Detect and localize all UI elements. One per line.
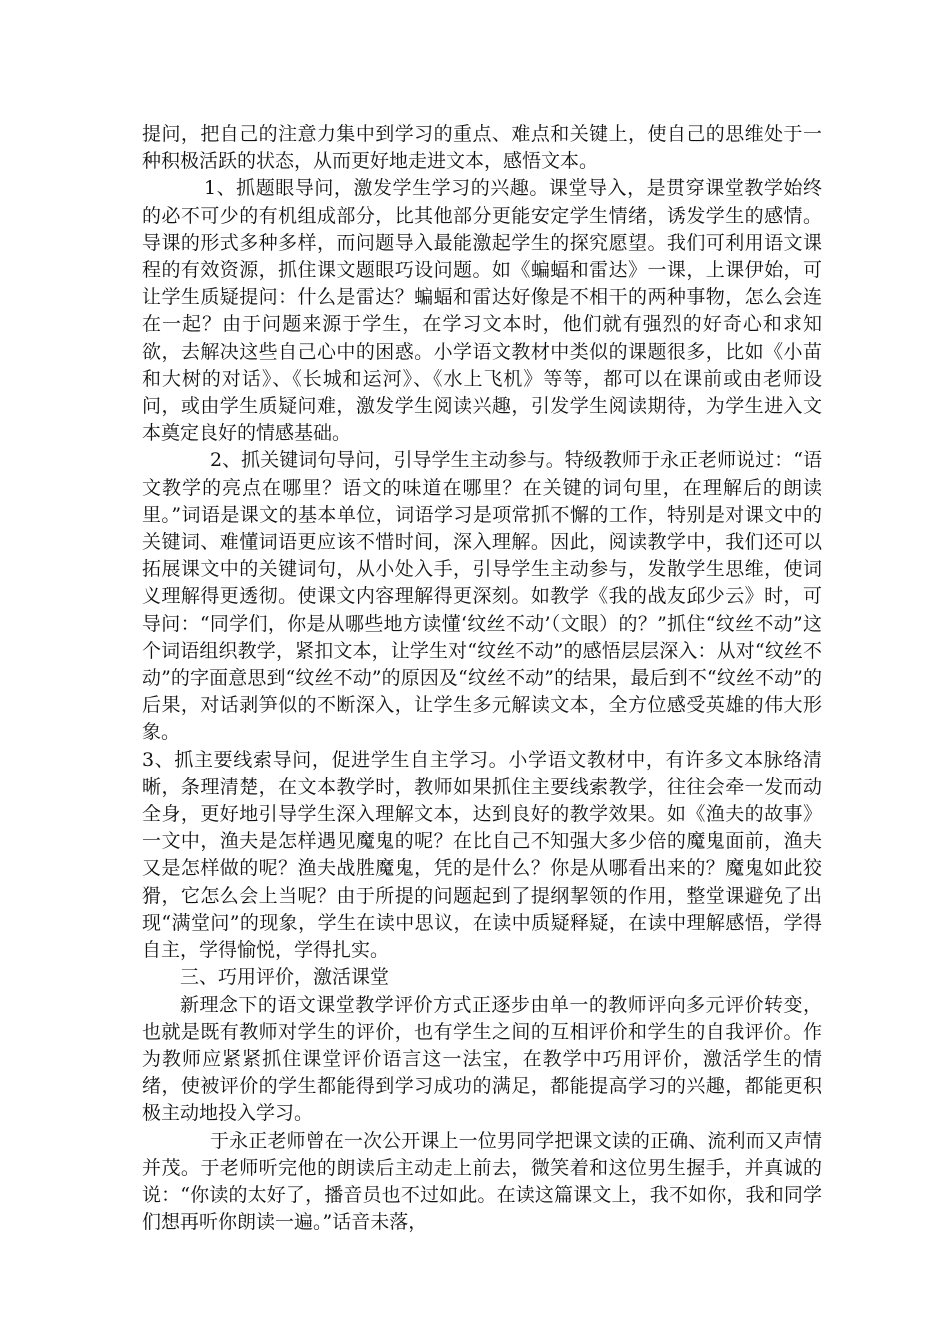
section-heading-3: 三、巧用评价，激活课堂 [180,966,390,989]
paragraph-example: 于永正老师曾在一次公开课上一位男同学把课文读的正确、流利而又声情并茂。于老师听完他的朗读后主动走上前去，微笑着和这位男生握手，并真诚的说：“你读的太好了，播音员也不过如此。在读这篇课文上，我不如你，我和同学们想再听你朗读一遍。”话音未落， [142,1129,822,1234]
paragraph-point-3: 3、抓主要线索导问，促进学生自主学习。小学语文教材中，有许多文本脉络清晰，条理清楚，在文本教学时，教师如果抓住主要线索教学，往往会牵一发而动全身，更好地引导学生深入理解文本，达到良好的教学效果。如《渔夫的故事》一文中，渔夫是怎样遇见魔鬼的呢？在比自己不知强大多少倍的魔鬼面前，渔夫又是怎样做的呢？渔夫战胜魔鬼，凭的是什么？你是从哪看出来的？魔鬼如此狡猾，它怎么会上当呢？由于所提的问题起到了提纲挈领的作用，整堂课避免了出现“满堂问”的现象，学生在读中思议，在读中质疑释疑，在读中理解感悟，学得自主，学得愉悦，学得扎实。 [142,748,822,962]
paragraph-point-2: 2、抓关键词句导问，引导学生主动参与。特级教师于永正老师说过：“语文教学的亮点在哪里？语文的味道在哪里？在关键的词句里，在理解后的朗读里。”词语是课文的基本单位，词语学习是项常抓不懈的工作，特别是对课文中的关键词、难懂词语更应该不惜时间，深入理解。因此，阅读教学中，我们还可以拓展课文中的关键词句，从小处入手，引导学生主动参与，发散学生思维，使词义理解得更透彻。使课文内容理解得更深刻。如教学《我的战友邱少云》时，可导问：“同学们，你是从哪些地方读懂‘纹丝不动’（文眼）的？”抓住“纹丝不动”这个词语组织教学，紧扣文本，让学生对“纹丝不动”的感悟层层深入：从对“纹丝不动”的字面意思到“纹丝不动”的原因及“纹丝不动”的结果，最后到不“纹丝不动”的后果，对话剥笋似的不断深入，让学生多元解读文本，全方位感受英雄的伟大形象。 [142,449,822,744]
document-page [142,121,822,1236]
paragraph-point-1: 1、抓题眼导问，激发学生学习的兴趣。课堂导入，是贯穿课堂教学始终的必不可少的有机组成部分，比其他部分更能安定学生情绪，诱发学生的感情。导课的形式多种多样，而问题导入最能激起学生的探究愿望。我们可利用语文课程的有效资源，抓住课文题眼巧设问题。如《蝙蝠和雷达》一课，上课伊始，可让学生质疑提问：什么是雷达？蝙蝠和雷达好像是不相干的两种事物，怎么会连在一起？由于问题来源于学生，在学习文本时，他们就有强烈的好奇心和求知欲，去解决这些自己心中的困惑。小学语文教材中类似的课题很多，比如《小苗和大树的对话》、《长城和运河》、《水上飞机》等等，都可以在课前或由老师设问，或由学生质疑问难，激发学生阅读兴趣，引发学生阅读期待，为学生进入文本奠定良好的情感基础。 [142,177,822,445]
paragraph-evaluation: 新理念下的语文课堂教学评价方式正逐步由单一的教师评向多元评价转变，也就是既有教师对学生的评价，也有学生之间的互相评价和学生的自我评价。作为教师应紧紧抓住课堂评价语言这一法宝，在教学中巧用评价，激活学生的情绪，使被评价的学生都能得到学习成功的满足，都能提高学习的兴趣，都能更积极主动地投入学习。 [142,993,822,1125]
paragraph-continuation: 提问，把自己的注意力集中到学习的重点、难点和关键上，使自己的思维处于一种积极活跃的状态，从而更好地走进文本，感悟文本。 [142,123,822,173]
